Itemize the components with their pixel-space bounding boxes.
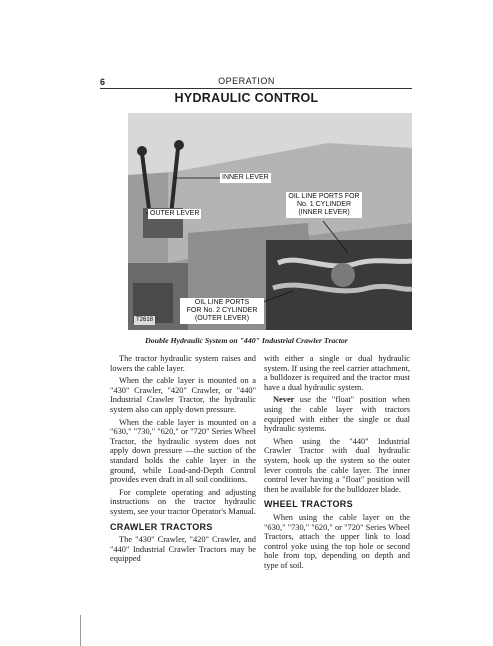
header-rule bbox=[100, 88, 412, 89]
left-paragraph-5: The "430" Crawler, "420" Crawler, and "440" Industrial Crawler Tractors may be equipped bbox=[110, 535, 256, 564]
left-column bbox=[110, 354, 256, 567]
ports-no2-line3: (OUTER LEVER) bbox=[194, 315, 250, 322]
page-number: 6 bbox=[100, 77, 106, 87]
right-paragraph-3: When using the "440" Industrial Crawler Tractor with dual hydraulic system, hook up the system so the outer lever controls the cable layer. The inner control lever having a "float" position will then be available for the bulldozer blade. bbox=[264, 436, 410, 494]
page-title: HYDRAULIC CONTROL bbox=[174, 91, 319, 105]
left-paragraph-2: When the cable layer is mounted on a "430" Crawler, "420" Crawler, or "440" Industrial Crawler Tractor, the hydraulic system also can apply down pressure. bbox=[110, 376, 256, 414]
outer-lever-knob bbox=[137, 146, 147, 156]
right-paragraph-2 bbox=[264, 395, 410, 433]
right-paragraph-1: with either a single or dual hydraulic system. If using the reel carrier attachment, a bulldozer is required and the tractor must have a dual hydraulic system. bbox=[264, 354, 410, 392]
ports-no1-line2: No. 1 CYLINDER bbox=[296, 201, 352, 208]
ports-no1-line3: (INNER LEVER) bbox=[298, 209, 350, 216]
ports-no1-label bbox=[286, 192, 362, 218]
right-paragraph-2-text: use the "float" position when using the cable layer with tractors equipped with either the single or dual hydraulic systems. bbox=[264, 395, 410, 434]
tractor-photo-illustration bbox=[128, 113, 412, 330]
right-paragraph-4: When using the cable layer on the "630," "730," "620," or "720" Series Wheel Tractors, attach the upper link to load control yoke using the top hole or second hole from top, depending on depth and type of soil. bbox=[264, 512, 410, 570]
left-paragraph-3: When the cable layer is mounted on a "630," "730," "620," or "720" Series Wheel Tractor, the hydraulic system does not apply down pressure —the suction of the standard holds the cable layer in the ground, while Load-and-Depth Control provides even draft in all soil conditions. bbox=[110, 417, 256, 485]
never-emphasis: Never bbox=[273, 395, 295, 405]
wheel-tractors-heading: WHEEL TRACTORS bbox=[264, 499, 353, 510]
ports-no2-line1: OIL LINE PORTS bbox=[194, 299, 250, 306]
margin-mark bbox=[80, 615, 81, 646]
tractor-photo bbox=[128, 113, 412, 330]
section-label: OPERATION bbox=[218, 76, 275, 86]
ports-no2-label bbox=[180, 298, 264, 324]
crawler-tractors-heading: CRAWLER TRACTORS bbox=[110, 521, 213, 532]
photo-number: T2618 bbox=[136, 317, 154, 323]
inner-lever-label: INNER LEVER bbox=[222, 174, 269, 181]
figure-caption: Double Hydraulic System on "440" Industrial Crawler Tractor bbox=[145, 336, 348, 345]
ports-no2-line2: FOR No. 2 CYLINDER bbox=[186, 307, 258, 314]
inner-lever-knob bbox=[174, 140, 184, 150]
ports-no1-line1: OIL LINE PORTS FOR bbox=[288, 193, 360, 200]
valve-body bbox=[331, 263, 355, 287]
right-column bbox=[264, 354, 410, 573]
left-paragraph-4: For complete operating and adjusting instructions on the tractor hydraulic system, see your tractor Operator's Manual. bbox=[110, 487, 256, 516]
left-paragraph-1: The tractor hydraulic system raises and lowers the cable layer. bbox=[110, 354, 256, 373]
outer-lever-label: OUTER LEVER bbox=[150, 210, 200, 217]
